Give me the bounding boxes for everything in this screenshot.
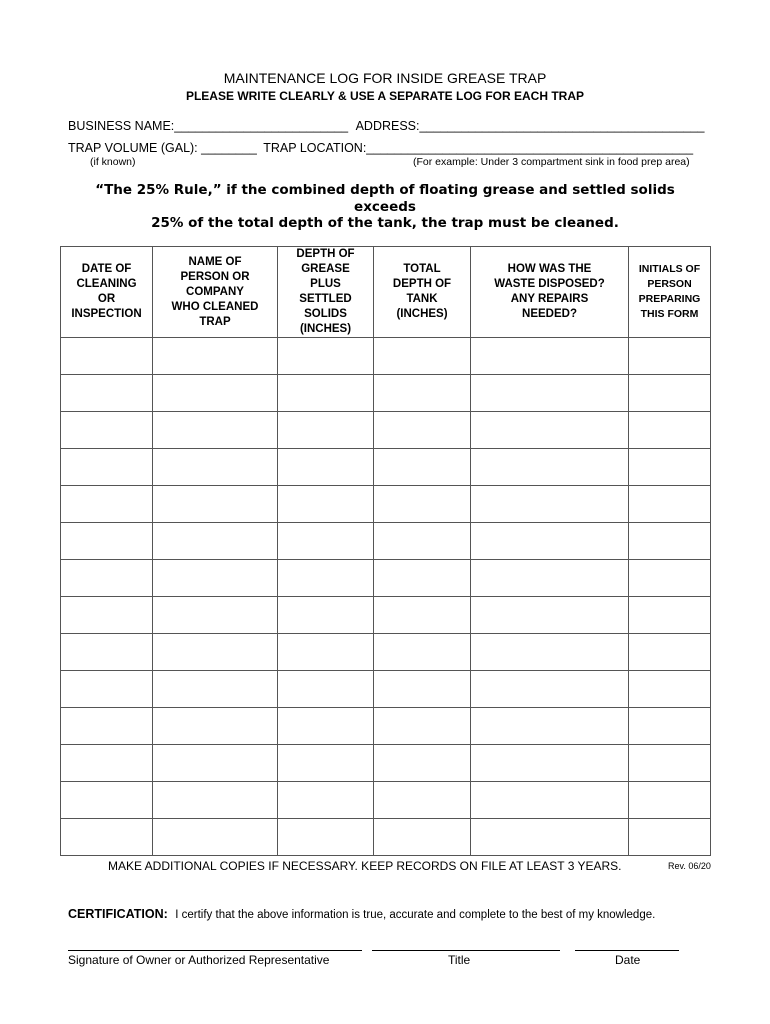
- table-row: [61, 819, 711, 856]
- table-cell[interactable]: [61, 449, 153, 486]
- table-cell[interactable]: [153, 819, 278, 856]
- page-subtitle: PLEASE WRITE CLEARLY & USE A SEPARATE LOG FOR EACH TRAP: [185, 89, 585, 103]
- table-cell[interactable]: [471, 375, 629, 412]
- table-cell[interactable]: [61, 671, 153, 708]
- page-title: MAINTENANCE LOG FOR INSIDE GREASE TRAP: [223, 70, 547, 86]
- table-row: [61, 412, 711, 449]
- records-note: MAKE ADDITIONAL COPIES IF NECESSARY. KEEP RECORDS ON FILE AT LEAST 3 YEARS.: [108, 859, 622, 873]
- table-cell[interactable]: [374, 412, 471, 449]
- table-cell[interactable]: [61, 597, 153, 634]
- table-cell[interactable]: [374, 634, 471, 671]
- table-cell[interactable]: [629, 634, 711, 671]
- certification-label: CERTIFICATION:: [68, 907, 168, 921]
- table-cell[interactable]: [374, 708, 471, 745]
- table-row: [61, 782, 711, 819]
- table-cell[interactable]: [374, 486, 471, 523]
- column-header-line: INSPECTION: [71, 308, 142, 320]
- address-field[interactable]: _________________________________________: [419, 119, 705, 133]
- column-header-line: WASTE DISPOSED?: [494, 278, 605, 290]
- table-cell[interactable]: [278, 375, 374, 412]
- table-cell[interactable]: [153, 597, 278, 634]
- column-header-line: PLUS: [310, 278, 341, 290]
- table-cell[interactable]: [471, 560, 629, 597]
- table-cell[interactable]: [629, 782, 711, 819]
- table-row: [61, 560, 711, 597]
- table-row: [61, 597, 711, 634]
- column-header-1: [61, 247, 153, 338]
- column-header-line: COMPANY: [186, 285, 244, 298]
- column-header-line: GREASE: [301, 263, 350, 275]
- table-row: [61, 486, 711, 523]
- table-cell[interactable]: [471, 412, 629, 449]
- address-label: ADDRESS:: [355, 119, 420, 133]
- business-name-label: BUSINESS NAME:: [68, 119, 175, 133]
- table-cell[interactable]: [153, 375, 278, 412]
- table-row: [61, 634, 711, 671]
- table-cell[interactable]: [629, 819, 711, 856]
- table-cell[interactable]: [278, 634, 374, 671]
- column-header-2: [153, 247, 278, 338]
- table-cell[interactable]: [471, 671, 629, 708]
- table-cell[interactable]: [629, 375, 711, 412]
- table-cell[interactable]: [471, 523, 629, 560]
- column-header-line: TOTAL: [403, 263, 441, 275]
- column-header-line: NAME OF: [188, 255, 242, 268]
- table-cell[interactable]: [629, 745, 711, 782]
- table-cell[interactable]: [374, 560, 471, 597]
- table-cell[interactable]: [629, 449, 711, 486]
- revision-label: Rev. 06/20: [668, 861, 711, 871]
- column-header-line: NEEDED?: [522, 308, 577, 320]
- column-header-line: WHO CLEANED: [171, 300, 259, 313]
- table-cell[interactable]: [278, 745, 374, 782]
- table-cell[interactable]: [629, 412, 711, 449]
- trap-volume-field[interactable]: ________: [201, 141, 257, 155]
- table-row: [61, 449, 711, 486]
- table-cell[interactable]: [278, 819, 374, 856]
- table-cell[interactable]: [153, 671, 278, 708]
- table-header-row: [61, 247, 711, 338]
- title-label: Title: [448, 953, 471, 967]
- column-header-line: DEPTH OF: [296, 248, 355, 260]
- table-cell[interactable]: [61, 560, 153, 597]
- title-line[interactable]: [372, 950, 560, 951]
- table-cell[interactable]: [153, 560, 278, 597]
- table-cell[interactable]: [153, 523, 278, 560]
- column-header-line: DATE OF: [81, 263, 132, 275]
- table-cell[interactable]: [153, 745, 278, 782]
- table-cell[interactable]: [61, 634, 153, 671]
- table-cell[interactable]: [471, 819, 629, 856]
- table-cell[interactable]: [471, 597, 629, 634]
- table-row: [61, 671, 711, 708]
- certification-text: I certify that the above information is true, accurate and complete to the best of my knowledge.: [175, 909, 656, 921]
- table-cell[interactable]: [278, 782, 374, 819]
- table-cell[interactable]: [153, 338, 278, 375]
- table-cell[interactable]: [471, 634, 629, 671]
- date-label: Date: [615, 953, 641, 967]
- table-cell[interactable]: [629, 671, 711, 708]
- table-row: [61, 375, 711, 412]
- table-row: [61, 338, 711, 375]
- column-header-line: THIS FORM: [640, 308, 699, 320]
- rule-line-2: exceeds: [354, 199, 416, 215]
- table-cell[interactable]: [471, 782, 629, 819]
- table-cell[interactable]: [278, 560, 374, 597]
- table-cell[interactable]: [471, 486, 629, 523]
- table-cell[interactable]: [629, 708, 711, 745]
- column-header-5: [471, 247, 629, 338]
- table-cell[interactable]: [61, 338, 153, 375]
- table-cell[interactable]: [153, 412, 278, 449]
- table-cell[interactable]: [374, 523, 471, 560]
- signature-line[interactable]: [68, 950, 362, 951]
- table-cell[interactable]: [278, 412, 374, 449]
- table-cell[interactable]: [153, 634, 278, 671]
- table-cell[interactable]: [61, 819, 153, 856]
- column-header-line: SETTLED: [299, 293, 352, 305]
- table-cell[interactable]: [374, 375, 471, 412]
- table-cell[interactable]: [278, 523, 374, 560]
- column-header-line: OR: [97, 293, 116, 305]
- column-header-line: (INCHES): [396, 308, 448, 320]
- table-cell[interactable]: [374, 449, 471, 486]
- column-header-line: PREPARING: [638, 293, 701, 305]
- table-cell[interactable]: [61, 782, 153, 819]
- date-line[interactable]: [575, 950, 679, 951]
- column-header-4: [374, 247, 471, 338]
- table-cell[interactable]: [629, 597, 711, 634]
- table-cell[interactable]: [629, 486, 711, 523]
- column-header-line: SOLIDS: [304, 308, 347, 320]
- table-cell[interactable]: [629, 338, 711, 375]
- table-cell[interactable]: [61, 486, 153, 523]
- table-cell[interactable]: [153, 486, 278, 523]
- signature-label: Signature of Owner or Authorized Representative: [68, 953, 330, 967]
- table-cell[interactable]: [153, 708, 278, 745]
- table-cell[interactable]: [471, 708, 629, 745]
- column-header-line: CLEANING: [76, 278, 137, 290]
- table-cell[interactable]: [61, 412, 153, 449]
- table-cell[interactable]: [374, 671, 471, 708]
- table-cell[interactable]: [153, 782, 278, 819]
- rule-line-3: 25% of the total depth of the tank, the trap must be cleaned.: [151, 215, 619, 231]
- table-cell[interactable]: [61, 745, 153, 782]
- trap-location-label: TRAP LOCATION:: [263, 141, 367, 155]
- table-cell[interactable]: [471, 745, 629, 782]
- table-cell[interactable]: [61, 523, 153, 560]
- table-cell[interactable]: [471, 449, 629, 486]
- trap-info-line: [68, 141, 693, 155]
- column-header-3: [278, 247, 374, 338]
- table-row: [61, 708, 711, 745]
- trap-location-field[interactable]: _______________________________________________: [366, 141, 694, 155]
- table-cell[interactable]: [471, 338, 629, 375]
- trap-volume-note: (if known): [90, 156, 136, 168]
- column-header-line: TANK: [406, 293, 438, 305]
- column-header-line: HOW WAS THE: [507, 263, 592, 275]
- table-cell[interactable]: [61, 375, 153, 412]
- table-cell[interactable]: [278, 338, 374, 375]
- column-header-6: [629, 247, 711, 338]
- table-cell[interactable]: [629, 523, 711, 560]
- table-row: [61, 745, 711, 782]
- table-cell[interactable]: [278, 449, 374, 486]
- table-cell[interactable]: [629, 560, 711, 597]
- table-cell[interactable]: [153, 449, 278, 486]
- table-cell[interactable]: [374, 597, 471, 634]
- trap-volume-label: TRAP VOLUME (GAL):: [68, 141, 198, 155]
- table-cell[interactable]: [374, 745, 471, 782]
- column-header-line: PERSON OR: [180, 270, 250, 283]
- table-body: [61, 338, 711, 856]
- table-cell[interactable]: [61, 708, 153, 745]
- trap-location-note: (For example: Under 3 compartment sink in food prep area): [413, 156, 690, 168]
- table-cell[interactable]: [374, 338, 471, 375]
- table-cell[interactable]: [278, 486, 374, 523]
- table-cell[interactable]: [278, 597, 374, 634]
- maintenance-log-table: [60, 246, 711, 856]
- column-header-line: (INCHES): [299, 323, 352, 335]
- table-cell[interactable]: [278, 671, 374, 708]
- column-header-line: PERSON: [647, 278, 692, 290]
- table-cell[interactable]: [278, 708, 374, 745]
- column-header-line: ANY REPAIRS: [510, 293, 589, 305]
- business-address-line: [68, 119, 705, 133]
- rule-line-1: “The 25% Rule,” if the combined depth of floating grease and settled solids: [95, 182, 675, 198]
- table-cell[interactable]: [374, 819, 471, 856]
- column-header-line: TRAP: [199, 315, 231, 328]
- column-header-line: INITIALS OF: [638, 263, 701, 275]
- certification-statement: [68, 907, 655, 921]
- business-name-field[interactable]: _________________________: [174, 119, 349, 133]
- table-cell[interactable]: [374, 782, 471, 819]
- column-header-line: DEPTH OF: [392, 278, 452, 290]
- table-row: [61, 523, 711, 560]
